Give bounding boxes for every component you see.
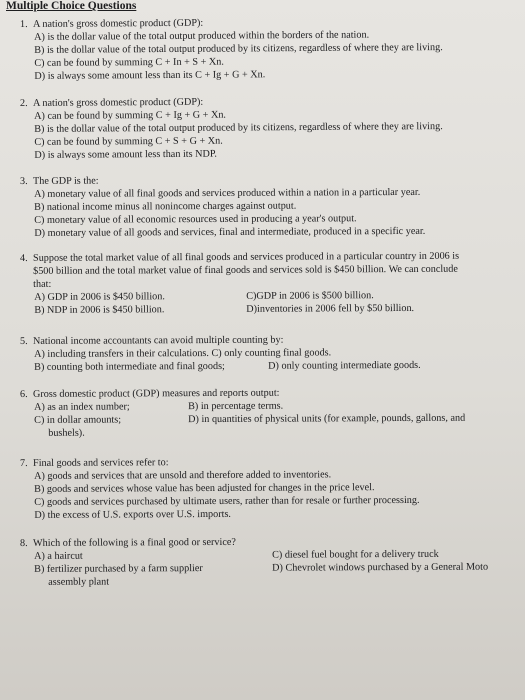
page-heading: Multiple Choice Questions — [6, 0, 137, 12]
option-a: A) a haircut — [34, 550, 83, 562]
option-d: D) is always some amount less than its NDP. — [34, 148, 217, 161]
question-stem: Final goods and services refer to: — [32, 457, 169, 469]
option-d: D) monetary value of all goods and services, final and intermediate, produced in a specific year. — [34, 225, 426, 239]
option-b: B) fertilizer purchased by a farm supplier — [34, 563, 203, 575]
option-b: B) national income minus all nonincome charges against output. — [34, 200, 297, 213]
question-number: 6. — [20, 388, 28, 400]
option-a: A) GDP in 2006 is $450 billion. — [34, 291, 165, 303]
option-d: D) in quantities of physical units (for example, pounds, gallons, and — [188, 412, 466, 426]
question-number: 1. — [20, 18, 28, 30]
option-d: D) Chevrolet windows purchased by a General Moto — [272, 561, 489, 574]
option-c: C)GDP in 2006 is $500 billion. — [246, 290, 374, 302]
question-number: 4. — [20, 252, 28, 264]
option-a: A) can be found by summing C + Ig + G + Xn. — [34, 109, 226, 122]
question-stem: The GDP is the: — [32, 175, 99, 187]
question-stem-line-3: that: — [33, 278, 52, 290]
option-c: C) diesel fuel bought for a delivery truck — [272, 548, 439, 561]
question-stem: Gross domestic product (GDP) measures and reports output: — [32, 387, 280, 400]
option-b: B) is the dollar value of the total output produced by its citizens, regardless of where they are living. — [34, 42, 443, 56]
question-number: 7. — [20, 457, 28, 469]
option-b: B) is the dollar value of the total output produced by its citizens, regardless of where they are living. — [34, 121, 443, 135]
option-a: A) as an index number; — [34, 401, 130, 413]
question-stem-line-1: Suppose the total market value of all final goods and services produced in a particular country in 2006 is — [32, 250, 460, 264]
option-a-and-c: A) including transfers in their calculations. C) only counting final goods. — [34, 347, 332, 360]
question-stem: A nation's gross domestic product (GDP): — [32, 17, 204, 30]
option-b: B) in percentage terms. — [188, 400, 284, 413]
question-stem: Which of the following is a final good or service? — [32, 536, 236, 549]
option-d: D) the excess of U.S. exports over U.S. imports. — [34, 508, 231, 521]
option-c: C) in dollar amounts; — [34, 414, 122, 426]
option-a: A) is the dollar value of the total output produced within the borders of the nation. — [34, 29, 370, 43]
question-number: 2. — [20, 97, 28, 109]
option-d: D) only counting intermediate goods. — [268, 359, 421, 372]
option-d-continued: bushels). — [48, 427, 85, 439]
question-stem: A nation's gross domestic product (GDP): — [32, 96, 204, 109]
option-b: B) NDP in 2006 is $450 billion. — [34, 304, 165, 316]
question-stem-line-2: $500 billion and the total market value of final goods and services sold is $450 billion. We can conclude — [33, 263, 458, 277]
option-d: D)inventories in 2006 fell by $50 billion. — [246, 302, 415, 315]
option-a: A) goods and services that are unsold and therefore added to inventories. — [34, 469, 332, 482]
option-d: D) is always some amount less than its C + Ig + G + Xn. — [34, 69, 266, 82]
option-c: C) can be found by summing C + In + S + Xn. — [34, 56, 224, 69]
option-c: C) monetary value of all economic resources used in producing a year's output. — [34, 213, 357, 226]
option-c: C) can be found by summing C + S + G + Xn. — [34, 135, 223, 148]
option-b: B) goods and services whose value has been adjusted for changes in the price level. — [34, 482, 375, 495]
question-number: 5. — [20, 335, 28, 347]
question-number: 3. — [20, 175, 28, 187]
question-number: 8. — [20, 537, 28, 549]
option-a: A) monetary value of all final goods and services produced within a nation in a particular year. — [34, 186, 421, 200]
option-b: B) counting both intermediate and final goods; — [34, 360, 225, 373]
option-b-continued: assembly plant — [48, 576, 110, 588]
question-stem: National income accountants can avoid multiple counting by: — [32, 334, 284, 347]
option-c: C) goods and services purchased by ultimate users, rather than for resale or further processing. — [34, 494, 420, 508]
